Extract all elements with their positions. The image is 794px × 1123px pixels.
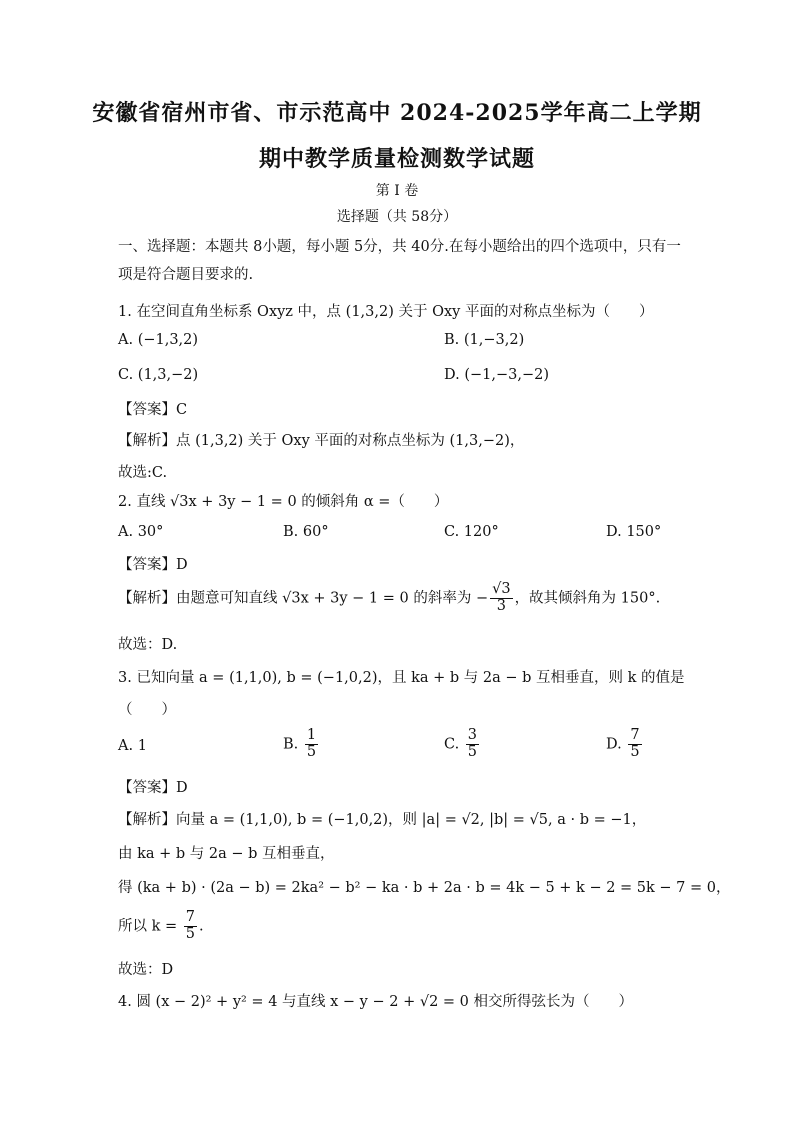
q2-conclusion: 故选：D. [118, 637, 178, 653]
q3-option-b-fraction [305, 728, 318, 761]
q3-analysis-4-pre: 所以 k = [118, 918, 178, 935]
q3-stem: 3. 已知向量 a = (1,1,0), b = (−1,0,2)，且 ka + b 与 2a − b 互相垂直，则 k 的值是 [118, 670, 685, 686]
q1-option-c: C. (1,3,−2) [118, 367, 199, 383]
q1-stem: 1. 在空间直角坐标系 Oxyz 中，点 (1,3,2) 关于 Oxy 平面的对称点坐标为（ ） [118, 304, 654, 320]
instructions-line-2: 项是符合题目要求的. [118, 267, 254, 283]
q1-conclusion: 故选:C. [118, 465, 168, 481]
q1-option-b: B. (1,−3,2) [444, 332, 525, 348]
q1-answer: 【答案】C [118, 402, 188, 418]
q2-analysis [118, 582, 660, 615]
q1-option-a: A. (−1,3,2) [118, 332, 199, 348]
q2-slope-numerator: √3 [492, 581, 511, 597]
q4-stem: 4. 圆 (x − 2)² + y² = 4 与直线 x − y − 2 + √2 = 0 相交所得弦长为（ ） [118, 994, 633, 1010]
q2-option-c: C. 120° [444, 524, 499, 540]
q2-option-b: B. 60° [283, 524, 329, 540]
q2-analysis-post: ，故其倾斜角为 150°. [514, 590, 661, 607]
q3-option-d-denominator: 5 [630, 743, 640, 760]
q3-option-c-fraction [466, 728, 479, 761]
q3-analysis-4-post: . [199, 918, 204, 935]
q3-k-numerator: 7 [185, 909, 195, 925]
q3-option-b-numerator: 1 [306, 727, 317, 743]
q3-option-c-label: C. [444, 736, 460, 753]
q2-answer: 【答案】D [118, 557, 188, 573]
q3-option-d-fraction [628, 728, 641, 761]
q3-option-b-denominator: 5 [306, 743, 317, 760]
q3-stem-bracket: （ ） [118, 702, 176, 718]
q2-stem: 2. 直线 √3x + 3y − 1 = 0 的倾斜角 α =（ ） [118, 494, 449, 510]
document-title-line-1: 安徽省宿州市省、市示范高中 2024-2025学年高二上学期 [92, 100, 702, 126]
q3-option-c-numerator: 3 [467, 727, 478, 743]
q2-option-d: D. 150° [606, 524, 662, 540]
q3-analysis-4 [118, 910, 204, 943]
q1-analysis: 【解析】点 (1,3,2) 关于 Oxy 平面的对称点坐标为 (1,3,−2)， [118, 433, 525, 449]
q3-option-b-label: B. [283, 736, 299, 753]
q2-slope-denominator: 3 [496, 597, 506, 614]
q3-analysis-3: 得 (ka + b) · (2a − b) = 2ka² − b² − ka · b + 2a · b = 4k − 5 + k − 2 = 5k − 7 = 0， [118, 880, 731, 896]
q3-option-d-label: D. [606, 736, 622, 753]
section-header: 选择题（共 58分） [336, 209, 458, 225]
q3-option-d [606, 728, 644, 761]
q2-analysis-pre: 【解析】由题意可知直线 √3x + 3y − 1 = 0 的斜率为 − [118, 590, 489, 607]
q3-conclusion: 故选：D [118, 962, 174, 978]
q3-option-c [444, 728, 481, 761]
q1-option-d: D. (−1,−3,−2) [444, 367, 549, 383]
q3-k-fraction [184, 910, 197, 943]
instructions-line-1: 一、选择题：本题共 8小题，每小题 5分，共 40分.在每小题给出的四个选项中，只有一 [118, 239, 681, 255]
q3-answer: 【答案】D [118, 780, 188, 796]
document-title-line-2: 期中教学质量检测数学试题 [258, 146, 535, 172]
q3-analysis-1: 【解析】向量 a = (1,1,0), b = (−1,0,2)，则 |a| = √2, |b| = √5, a · b = −1， [118, 812, 647, 828]
volume-label: 第 I 卷 [375, 183, 419, 199]
q3-option-a: A. 1 [118, 738, 147, 754]
q3-option-c-denominator: 5 [467, 743, 478, 760]
q2-slope-fraction [490, 582, 512, 615]
q3-option-b [283, 728, 320, 761]
q3-k-denominator: 5 [185, 925, 195, 942]
q2-option-a: A. 30° [118, 524, 164, 540]
q3-option-d-numerator: 7 [630, 727, 640, 743]
q3-analysis-2: 由 ka + b 与 2a − b 互相垂直， [118, 846, 335, 862]
